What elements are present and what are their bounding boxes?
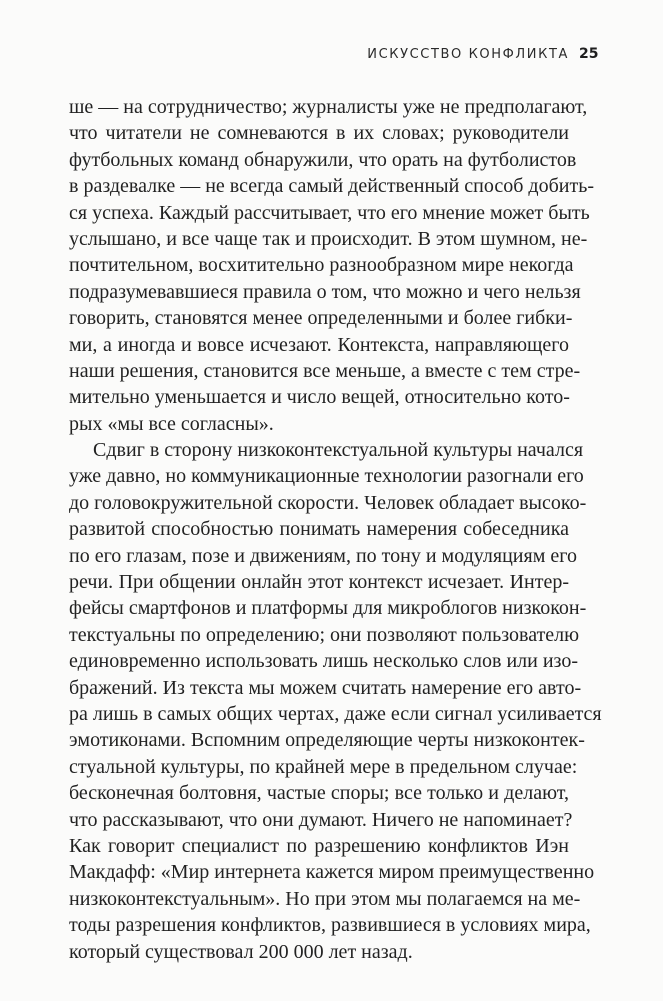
text-line: низкоконтекстуальным». Но при этом мы полагаемся на ме- <box>69 887 581 910</box>
text-line: речи. При общении онлайн этот контекст исчезает. Интер- <box>69 571 569 594</box>
text-line: фейсы смартфонов и платформы для микроблогов низкокон- <box>69 597 587 620</box>
text-line: ми, а иногда и вовсе исчезают. Контекста, направляющего <box>69 333 569 356</box>
running-title: ИСКУССТВО КОНФЛИКТА <box>367 47 569 62</box>
text-line: текстуальны по определению; они позволяют пользователю <box>69 623 580 646</box>
text-line: футбольных команд обнаружили, что орать на футболистов <box>69 148 577 171</box>
text-line: уже давно, но коммуникационные технологии разогнали его <box>69 465 584 488</box>
text-line: ше — на сотрудничество; журналисты уже не предполагают, <box>69 96 588 118</box>
text-line: стуальной культуры, по крайней мере в предельном случае: <box>69 755 578 778</box>
text-line: услышано, и все чаще так и происходит. В этом шумном, не- <box>69 227 588 250</box>
text-line: что читатели не сомневаются в их словах; руководители <box>69 122 569 145</box>
text-line: по его глазам, позе и движениям, по тону и модуляциям его <box>69 544 577 567</box>
text-line: наши решения, становится все меньше, а вместе с тем стре- <box>69 359 581 382</box>
text-line: рых «мы все согласны». <box>69 412 274 435</box>
text-line: Как говорит специалист по разрешению конфликтов Иэн <box>69 834 569 857</box>
text-line: в раздевалке — не всегда самый действенный способ добить- <box>69 175 595 198</box>
text-line: что рассказывают, что они думают. Ничего не напоминает? <box>69 808 573 831</box>
paragraph-first-line: Сдвиг в сторону низкоконтекстуальной культуры начался <box>93 439 584 462</box>
text-line: ся успеха. Каждый рассчитывает, что его мнение может быть <box>69 201 590 224</box>
text-line: бражений. Из текста мы можем считать намерение его авто- <box>69 676 582 699</box>
text-line: мительно уменьшается и число вещей, относительно кото- <box>69 386 570 409</box>
text-line: единовременно использовать лишь несколько слов или изо- <box>69 650 578 673</box>
text-line: подразумевавшиеся правила о том, что можно и чего нельзя <box>69 280 581 303</box>
text-line: до головокружительной скорости. Человек обладает высоко- <box>69 491 587 514</box>
text-line: почтительном, восхитительно разнообразном мире некогда <box>69 254 574 277</box>
text-line: Макдафф: «Мир интернета кажется миром преимущественно <box>69 861 595 884</box>
text-line: развитой способностью понимать намерения собеседника <box>69 518 569 541</box>
text-line: ра лишь в самых общих чертах, даже если сигнал усиливается <box>69 702 602 725</box>
text-line: тоды разрешения конфликтов, развившиеся в условиях мира, <box>69 914 591 937</box>
page-number: 25 <box>579 46 599 62</box>
text-line: эмотиконами. Вспомним определяющие черты низкоконтек- <box>69 729 585 752</box>
text-line: который существовал 200 000 лет назад. <box>69 940 413 963</box>
text-line: бесконечная болтовня, частые споры; все только и делают, <box>69 782 569 805</box>
text-line: говорить, становятся менее определенными и более гибки- <box>69 307 573 330</box>
body-text <box>69 94 602 965</box>
